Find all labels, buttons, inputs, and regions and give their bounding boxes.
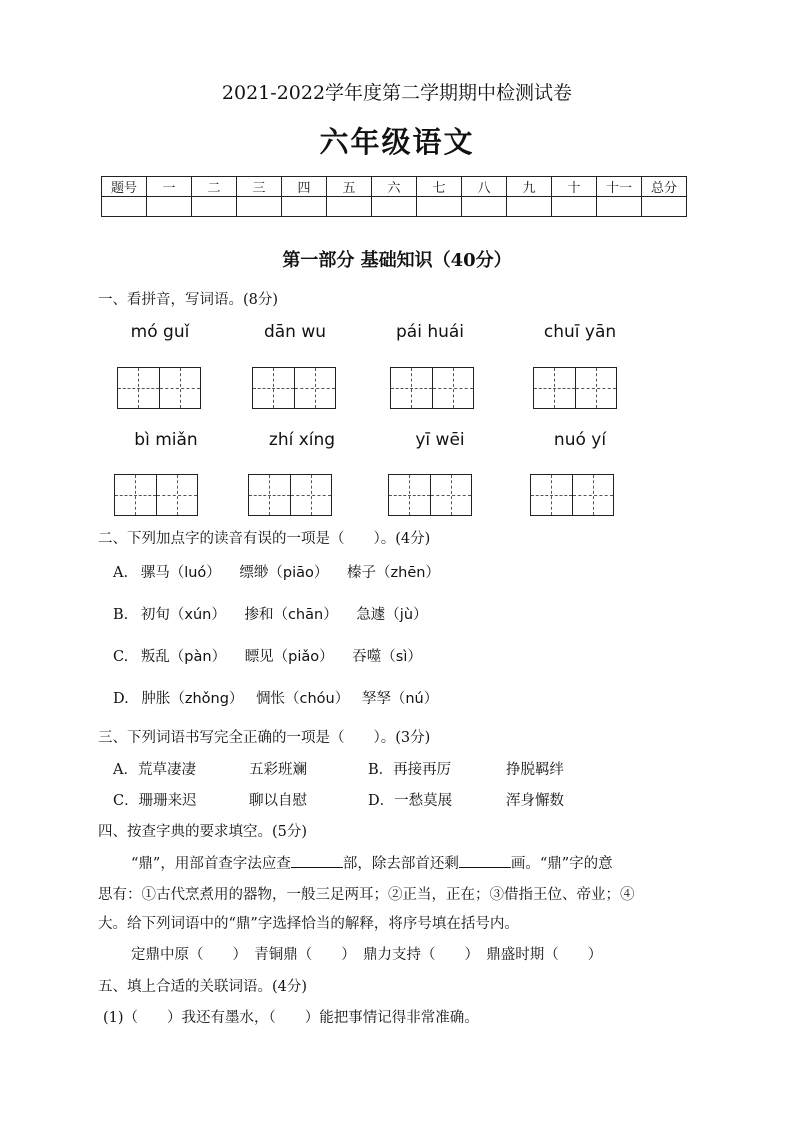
option-label: C. [113,649,129,665]
pinyin-label: yī wēi [415,430,465,450]
question-1-title: 一、看拼音，写词语。(8分) [98,292,279,308]
score-header-cell: 四 [282,177,327,197]
q4-text: 画。“鼎”字的意 [510,856,613,872]
score-cell[interactable] [327,197,372,217]
option-word: 吞噬（sì） [352,649,422,665]
score-cell[interactable] [192,197,237,217]
pinyin-label: zhí xíng [268,430,336,450]
q3-option: 聊以自慰 [249,793,307,809]
pinyin-label: bì miǎn [134,430,198,450]
writing-grid[interactable] [388,474,472,516]
q3-option: A．荒草凄凄 [113,762,196,778]
score-header-cell: 总分 [642,177,687,197]
part-title: 第一部分 基础知识（40分） [282,250,512,271]
score-cell[interactable] [147,197,192,217]
option-word: 榛子（zhēn） [347,565,440,581]
q3-option: D．一愁莫展 [368,793,453,809]
option-d [113,687,438,708]
q3-option: 浑身懈数 [506,793,564,809]
q4-fill-items[interactable]: 定鼎中原（ ） 青铜鼎（ ） 鼎力支持（ ） 鼎盛时期（ ） [131,947,603,963]
question-3-title: 三、下列词语书写完全正确的一项是（ ）。(3分) [98,730,431,746]
option-b [113,603,428,624]
score-header-cell: 一 [147,177,192,197]
score-cell[interactable] [507,197,552,217]
score-cell[interactable] [282,197,327,217]
q4-paragraph-line [131,852,613,873]
score-header-cell: 六 [372,177,417,197]
score-header-cell: 七 [417,177,462,197]
score-header-cell: 九 [507,177,552,197]
writing-grid[interactable] [117,367,201,409]
writing-grid[interactable] [390,367,474,409]
score-table [101,176,687,217]
option-c [113,645,422,666]
score-cell[interactable] [642,197,687,217]
writing-grid[interactable] [252,367,336,409]
pinyin-label: dān wu [263,322,327,342]
score-cell[interactable] [552,197,597,217]
score-header-cell: 八 [462,177,507,197]
option-word: 骡马（luó） [140,565,221,581]
option-word: 掺和（chān） [244,607,338,623]
pinyin-label: nuó yí [553,430,607,450]
question-4-title: 四、按查字典的要求填空。(5分) [98,824,308,840]
score-cell[interactable] [102,197,147,217]
writing-grid[interactable] [114,474,198,516]
writing-grid[interactable] [533,367,617,409]
score-header-cell: 十一 [597,177,642,197]
q3-option: 挣脱羁绊 [506,762,564,778]
q3-option: B．再接再厉 [368,762,452,778]
score-cell[interactable] [462,197,507,217]
score-cell[interactable] [597,197,642,217]
score-header-cell: 题号 [102,177,147,197]
score-cell[interactable] [372,197,417,217]
score-header-cell: 三 [237,177,282,197]
subject-title: 六年级语文 [319,125,475,159]
option-word: 肿胀（zhǒng） [141,691,244,707]
option-label: A. [113,565,129,581]
fill-blank[interactable] [291,853,343,868]
score-header-cell: 二 [192,177,237,197]
question-2-title: 二、下列加点字的读音有误的一项是（ ）。(4分) [98,531,431,547]
q4-paragraph-line: 大。给下列词语中的“鼎”字选择恰当的解释，将序号填在括号内。 [98,916,519,932]
option-label: B. [113,607,129,623]
option-word: 缥缈（piāo） [239,565,329,581]
question-5-title: 五、填上合适的关联词语。(4分) [98,979,308,995]
q3-option: C．珊珊来迟 [113,793,197,809]
q4-text: “鼎”，用部首查字法应查 [131,856,291,872]
score-header-cell: 五 [327,177,372,197]
pinyin-label: pái huái [395,322,465,342]
q4-paragraph-line: 思有：①古代烹煮用的器物，一般三足两耳；②正当，正在；③借指王位、帝业；④ [98,887,635,903]
option-word: 叛乱（pàn） [140,649,227,665]
score-table-header-row [102,177,687,197]
q4-text: 部，除去部首还剩 [342,856,459,872]
option-a [113,561,440,582]
option-word: 急遽（jù） [356,607,428,623]
option-word: 孥孥（nú） [361,691,439,707]
option-label: D. [113,691,129,707]
exam-title: 2021-2022学年度第二学期期中检测试卷 [221,82,573,104]
fill-blank[interactable] [459,853,511,868]
score-header-cell: 十 [552,177,597,197]
pinyin-label: chuī yān [543,322,617,342]
score-cell[interactable] [237,197,282,217]
q5-item-1[interactable]: (1)（ ）我还有墨水，（ ）能把事情记得非常准确。 [103,1010,479,1026]
q3-option: 五彩班斓 [249,762,307,778]
pinyin-label: mó guǐ [130,322,190,342]
writing-grid[interactable] [530,474,614,516]
score-cell[interactable] [417,197,462,217]
option-word: 瞟见（piǎo） [244,649,334,665]
option-word: 惆怅（chóu） [256,691,350,707]
option-word: 初旬（xún） [140,607,226,623]
score-table-input-row [102,197,687,217]
writing-grid[interactable] [248,474,332,516]
